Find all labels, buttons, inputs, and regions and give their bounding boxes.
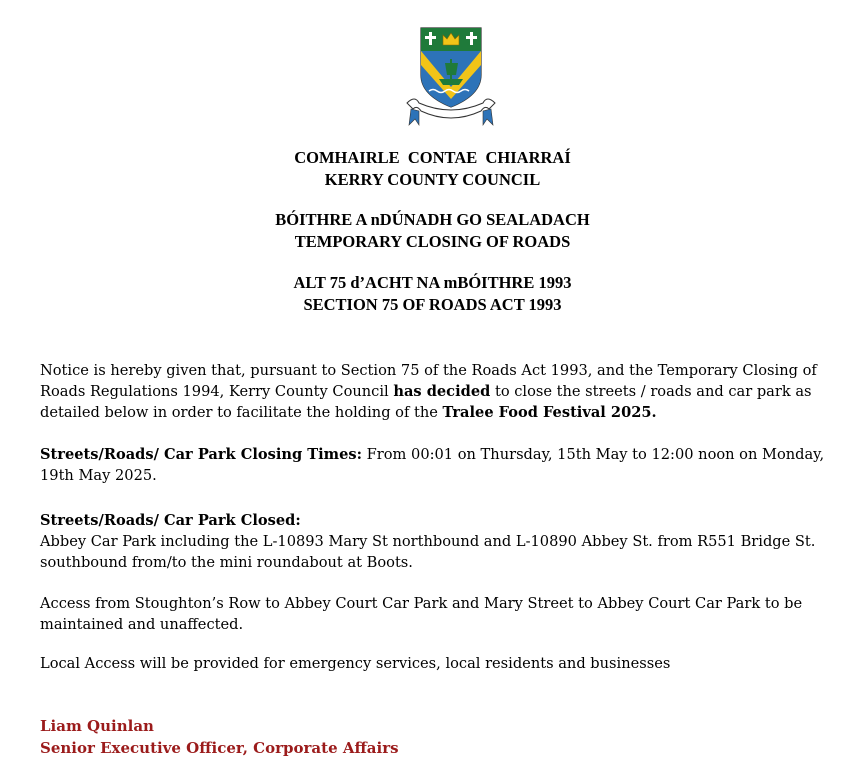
act-english: SECTION 75 OF ROADS ACT 1993 [303, 294, 562, 314]
closed-roads-label: Streets/Roads/ Car Park Closed: [40, 512, 301, 529]
closed-roads-text: Abbey Car Park including the L-10893 Mary St northbound and L-10890 Abbey St. from R551 Bridge St. southbound from/to the mini roundabout at Boots. [40, 533, 816, 571]
signature-block [40, 715, 399, 759]
council-name-english: KERRY COUNTY COUNCIL [324, 169, 541, 189]
signatory-title: Senior Executive Officer, Corporate Affairs [40, 739, 399, 757]
closing-times-paragraph [40, 444, 840, 486]
act-reference [0, 272, 865, 315]
notice-title [0, 209, 865, 252]
festival-name: Tralee Food Festival 2025. [442, 404, 657, 421]
title-irish: BÓITHRE A nDÚNADH GO SEALADACH [275, 210, 590, 229]
local-access-paragraph [40, 653, 840, 674]
council-heading [0, 147, 865, 190]
closing-times-label: Streets/Roads/ Car Park Closing Times: [40, 446, 363, 463]
title-english: TEMPORARY CLOSING OF ROADS [294, 231, 571, 251]
local-access-text: Local Access will be provided for emergency services, local residents and businesses [40, 655, 671, 672]
kerry-county-crest-icon [405, 25, 497, 127]
access-paragraph [40, 593, 840, 635]
act-irish: ALT 75 d’ACHT NA mBÓITHRE 1993 [293, 273, 572, 292]
closed-roads-paragraph [40, 510, 840, 573]
closing-times-text: From 00:01 on Thursday, 15th May to 12:00 noon on Monday, 19th May 2025. [40, 446, 825, 484]
intro-text-2: to close the streets / roads and car park as detailed below in order to facilitate the holding of the [40, 383, 812, 421]
signatory-name: Liam Quinlan [40, 717, 154, 735]
intro-decided: has decided [393, 383, 491, 400]
access-text: Access from Stoughton’s Row to Abbey Court Car Park and Mary Street to Abbey Court Car Park to be maintained and unaffected. [40, 595, 803, 633]
council-name-irish: COMHAIRLE CONTAE CHIARRAÍ [294, 148, 571, 167]
intro-text-1: Notice is hereby given that, pursuant to Section 75 of the Roads Act 1993, and the Temporary Closing of Roads Regulations 1994, Kerry County Council [40, 362, 817, 400]
intro-paragraph [40, 360, 840, 423]
